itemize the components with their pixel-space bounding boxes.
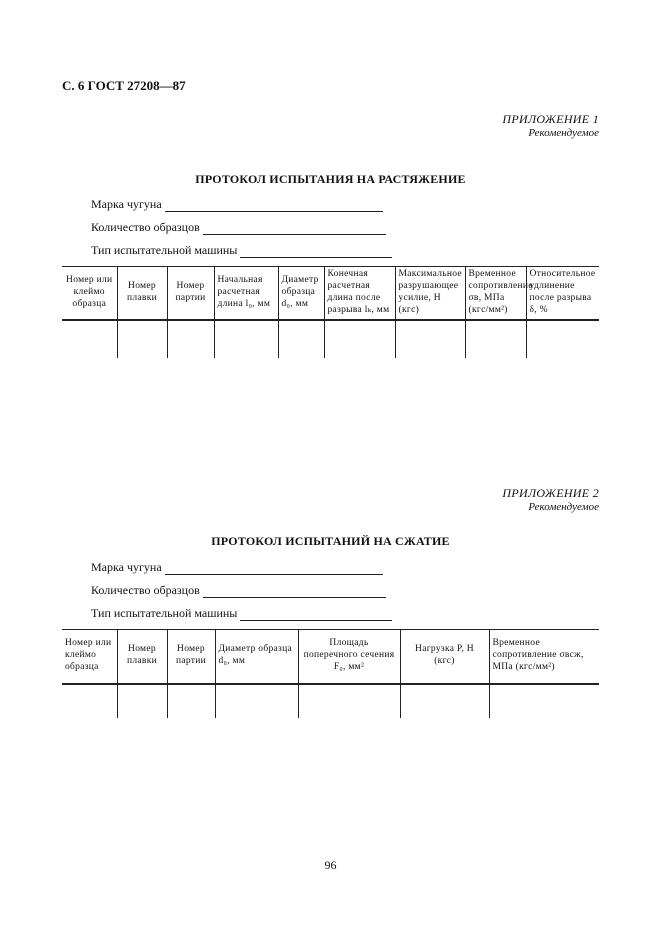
tension-machine-blank[interactable] [240,247,392,258]
tension-grade-label: Марка чугуна [91,197,162,211]
compression-col-cross-section: Площадь поперечного сечения F₀, мм² [298,630,400,684]
tension-col-batch-number: Номер партии [167,267,214,320]
tension-machine-field [91,243,392,258]
tension-cell[interactable] [214,320,278,358]
tension-cell[interactable] [278,320,324,358]
compression-cell[interactable] [167,684,215,718]
tension-protocol-title: ПРОТОКОЛ ИСПЫТАНИЯ НА РАСТЯЖЕНИЕ [195,172,466,186]
tension-col-melt-number: Номер плавки [117,267,167,320]
compression-col-diameter: Диаметр образца d₀, мм [215,630,298,684]
tension-cell[interactable] [526,320,599,358]
tension-count-label: Количество образцов [91,220,200,234]
compression-col-load: Нагрузка P, Н (кгс) [400,630,489,684]
tension-grade-field [91,197,383,212]
tension-col-final-length: Конечная расчетная длина после разрыва lₖ, мм [324,267,395,320]
appendix-1-title: ПРИЛОЖЕНИЕ 1 [502,112,599,126]
tension-machine-label: Тип испытательной машины [91,243,238,257]
tension-col-sample-number: Номер или клеймо образца [62,267,117,320]
compression-cell[interactable] [298,684,400,718]
tension-cell[interactable] [117,320,167,358]
appendix-2-label [502,486,599,513]
compression-grade-blank[interactable] [165,564,383,575]
compression-machine-label: Тип испытательной машины [91,606,238,620]
compression-count-label: Количество образцов [91,583,200,597]
tension-cell[interactable] [62,320,117,358]
compression-count-blank[interactable] [203,587,386,598]
tension-col-tensile-strength: Временное сопротивление σв, МПа (кгс/мм²) [465,267,526,320]
compression-count-field [91,583,386,598]
document-header-code: С. 6 ГОСТ 27208—87 [62,78,186,93]
compression-col-compressive-strength: Временное сопротивление σвсж, МПа (кгс/мм²) [489,630,599,684]
compression-grade-field [91,560,383,575]
compression-cell[interactable] [400,684,489,718]
appendix-2-title: ПРИЛОЖЕНИЕ 2 [502,486,599,500]
tension-cell[interactable] [167,320,214,358]
compression-table-header-row [62,630,599,684]
page-number: 96 [324,858,337,872]
tension-cell[interactable] [395,320,465,358]
appendix-1-subtitle: Рекомендуемое [528,127,599,139]
compression-col-melt-number: Номер плавки [117,630,167,684]
tension-cell[interactable] [324,320,395,358]
tension-col-diameter: Диаметр образца d₀, мм [278,267,324,320]
appendix-2-subtitle: Рекомендуемое [528,501,599,513]
tension-table-header-row [62,267,599,320]
compression-cell[interactable] [117,684,167,718]
tension-grade-blank[interactable] [165,201,383,212]
tension-col-initial-length: Начальная расчетная длина l₀, мм [214,267,278,320]
tension-count-blank[interactable] [203,224,386,235]
tension-cell[interactable] [465,320,526,358]
compression-col-batch-number: Номер партии [167,630,215,684]
compression-machine-field [91,606,392,621]
appendix-1-label [502,112,599,139]
compression-col-sample-number: Номер или клеймо образца [62,630,117,684]
compression-cell[interactable] [489,684,599,718]
compression-table-empty-row [62,684,599,718]
tension-col-max-load: Максимальное разрушающее усилие, Н (кгс) [395,267,465,320]
compression-machine-blank[interactable] [240,610,392,621]
tension-table-empty-row [62,320,599,358]
compression-cell[interactable] [62,684,117,718]
tension-col-elongation: Относительное удлинение после разрыва δ, % [526,267,599,320]
tension-count-field [91,220,386,235]
compression-protocol-title: ПРОТОКОЛ ИСПЫТАНИЙ НА СЖАТИЕ [211,534,450,548]
compression-grade-label: Марка чугуна [91,560,162,574]
tension-protocol-table [62,266,599,358]
compression-cell[interactable] [215,684,298,718]
compression-protocol-table [62,629,599,718]
